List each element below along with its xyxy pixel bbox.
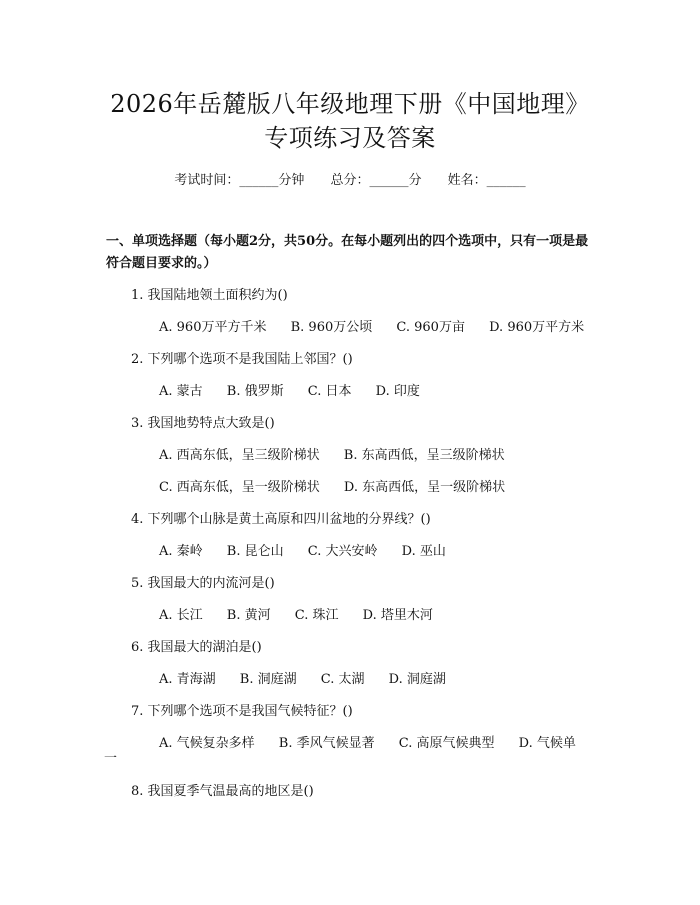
option-c: C. 960万亩 — [396, 320, 465, 335]
option-b: B. 季风气候显著 — [278, 736, 375, 751]
exam-time: 考试时间：______分钟 — [174, 173, 305, 188]
option-a: A. 蒙古 — [159, 384, 203, 399]
option-b: B. 960万公顷 — [290, 320, 373, 335]
question-6-options — [159, 668, 446, 687]
option-b: B. 黄河 — [226, 608, 271, 623]
option-b: B. 俄罗斯 — [226, 384, 284, 399]
option-a: A. 960万平方千米 — [159, 320, 267, 335]
document-title-line2: 专项练习及答案 — [264, 124, 436, 152]
question-3: 3. 我国地势特点大致是() — [131, 416, 275, 431]
option-c: C. 高原气候典型 — [398, 736, 495, 751]
exam-meta — [0, 169, 700, 188]
option-d: D. 洞庭湖 — [388, 672, 446, 687]
student-name: 姓名：______ — [447, 173, 526, 188]
question-3-options-row1 — [159, 444, 505, 463]
option-d: D. 印度 — [375, 384, 420, 399]
question-7-option-d-wrap: 一 — [104, 751, 118, 766]
option-d: D. 气候单 — [518, 736, 576, 751]
question-7: 7. 下列哪个选项不是我国气候特征？() — [131, 704, 353, 719]
option-d: D. 东高西低，呈一级阶梯状 — [343, 480, 506, 495]
question-2: 2. 下列哪个选项不是我国陆上邻国？() — [131, 352, 353, 367]
document-title-line1: 2026年岳麓版八年级地理下册《中国地理》 — [110, 90, 590, 118]
option-b: B. 东高西低，呈三级阶梯状 — [343, 448, 505, 463]
option-c: C. 西高东低，呈一级阶梯状 — [159, 480, 320, 495]
question-4-options — [159, 540, 446, 559]
option-b: B. 昆仑山 — [226, 544, 284, 559]
section-heading: 一、单项选择题（每小题2分，共50分。在每小题列出的四个选项中，只有一项是最符合题目要求的。） — [106, 234, 589, 271]
option-c: C. 珠江 — [294, 608, 339, 623]
option-d: D. 巫山 — [401, 544, 446, 559]
option-a: A. 长江 — [159, 608, 203, 623]
question-5: 5. 我国最大的内流河是() — [131, 576, 275, 591]
option-a: A. 青海湖 — [159, 672, 216, 687]
option-d: D. 塔里木河 — [362, 608, 433, 623]
option-a: A. 气候复杂多样 — [159, 736, 255, 751]
option-c: C. 日本 — [307, 384, 352, 399]
option-c: C. 太湖 — [320, 672, 365, 687]
option-a: A. 秦岭 — [159, 544, 203, 559]
question-7-options — [159, 732, 576, 751]
exam-score: 总分：______分 — [330, 173, 422, 188]
question-1: 1. 我国陆地领土面积约为() — [131, 288, 288, 303]
question-2-options — [159, 380, 420, 399]
option-c: C. 大兴安岭 — [307, 544, 378, 559]
question-5-options — [159, 604, 433, 623]
option-d: D. 960万平方米 — [489, 320, 585, 335]
option-b: B. 洞庭湖 — [239, 672, 297, 687]
question-3-options-row2 — [159, 476, 505, 495]
question-6: 6. 我国最大的湖泊是() — [131, 640, 262, 655]
question-8: 8. 我国夏季气温最高的地区是() — [131, 784, 314, 799]
option-a: A. 西高东低，呈三级阶梯状 — [159, 448, 320, 463]
question-1-options — [159, 316, 584, 335]
question-4: 4. 下列哪个山脉是黄土高原和四川盆地的分界线？() — [131, 512, 431, 527]
